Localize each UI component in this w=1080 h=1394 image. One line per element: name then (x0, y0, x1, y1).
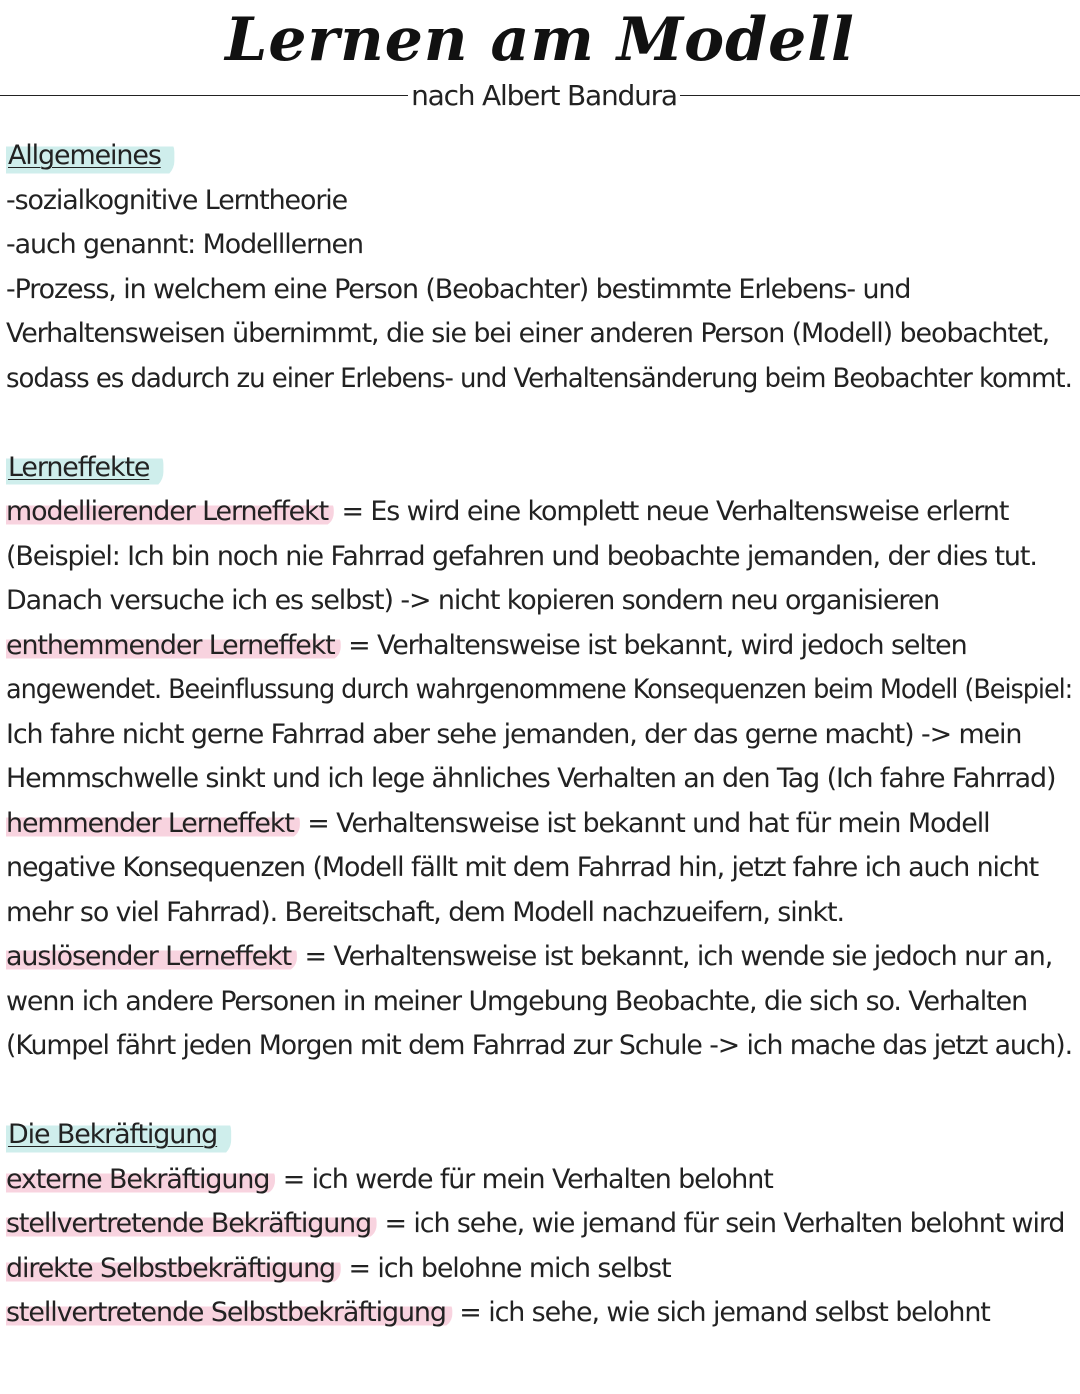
definition-term: hemmender Lerneffekt (6, 808, 300, 839)
definition-item (6, 802, 1076, 936)
definition-item (6, 490, 1076, 624)
text-line: (Kumpel fährt jeden Morgen mit dem Fahrrad zur Schule -> ich mache das jetzt auch). (6, 1030, 1072, 1061)
subtitle-row (0, 76, 1080, 116)
text-line: wenn ich andere Personen in meiner Umgebung Beobachte, die sich so. Verhalten (6, 985, 1028, 1017)
text-line: Danach versuche ich es selbst) -> nicht kopieren sondern neu organisieren (6, 585, 940, 616)
section-allgemeines (6, 134, 1076, 401)
definition-text: = Es wird eine komplett neue Verhaltensweise erlernt (334, 496, 1009, 527)
text-line: mehr so viel Fahrrad). Bereitschaft, dem Modell nachzueifern, sinkt. (6, 896, 844, 928)
section-heading: Allgemeines (6, 134, 175, 179)
definition-text: = ich belohne mich selbst (341, 1252, 671, 1284)
definition-text: = ich werde für mein Verhalten belohnt (275, 1163, 773, 1195)
text-line: Hemmschwelle sinkt und ich lege ähnliches Verhalten an den Tag (Ich fahre Fahrrad) (6, 763, 1056, 794)
text-line: Verhaltensweisen übernimmt, die sie bei einer anderen Person (Modell) beobachtet, (6, 318, 1050, 349)
definition-term: stellvertretende Selbstbekräftigung (6, 1297, 452, 1328)
divider-left (0, 95, 408, 96)
text-line: negative Konsequenzen (Modell fällt mit dem Fahrrad hin, jetzt fahre ich auch nicht (6, 852, 1039, 883)
section-lerneffekte (6, 446, 1076, 1069)
text-line: -sozialkognitive Lerntheorie (6, 184, 348, 216)
definition-text: = ich sehe, wie jemand für sein Verhalten belohnt wird (377, 1208, 1065, 1239)
notes-body (6, 134, 1076, 1336)
subtitle: nach Albert Bandura (411, 79, 677, 112)
definition-text: = ich sehe, wie sich jemand selbst belohnt (451, 1297, 990, 1328)
text-line: (Beispiel: Ich bin noch nie Fahrrad gefahren und beobachte jemanden, der dies tut. (6, 540, 1037, 572)
divider-right (680, 95, 1080, 96)
text-line: -Prozess, in welchem eine Person (Beobachter) bestimmte Erlebens- und (6, 273, 911, 305)
definition-text: = Verhaltensweise ist bekannt, wird jedoch selten (340, 629, 967, 661)
definition-term: externe Bekräftigung (6, 1164, 275, 1195)
text-line: Ich fahre nicht gerne Fahrrad aber sehe jemanden, der das gerne macht) -> mein (6, 718, 1022, 750)
definition-text: = Verhaltensweise ist bekannt und hat für mein Modell (299, 807, 990, 839)
definition-item (6, 935, 1076, 1069)
text-line: sodass es dadurch zu einer Erlebens- und Verhaltensänderung beim Beobachter kommt. (6, 362, 1072, 394)
definition-item (6, 1291, 1072, 1336)
definition-term: auslösender Lerneffekt (6, 941, 297, 972)
definition-item (6, 1158, 1072, 1203)
definition-item (6, 1202, 1072, 1247)
definition-term: modellierender Lerneffekt (6, 496, 334, 527)
definition-item (6, 1247, 1072, 1292)
section-heading: Die Bekräftigung (6, 1113, 231, 1158)
definition-term: direkte Selbstbekräftigung (6, 1253, 341, 1284)
definition-text: = Verhaltensweise ist bekannt, ich wende sie jedoch nur an, (297, 941, 1053, 972)
definition-item (6, 624, 1076, 802)
text-line: angewendet. Beeinflussung durch wahrgenommene Konsequenzen beim Modell (Beispiel: (6, 674, 1073, 705)
definition-term: stellvertretende Bekräftigung (6, 1208, 377, 1239)
section-heading: Lerneffekte (6, 446, 163, 491)
section-bekraeftigung (6, 1113, 1076, 1336)
page-title: Lernen am Modell (225, 5, 855, 75)
definition-term: enthemmender Lerneffekt (6, 630, 341, 661)
text-line: -auch genannt: Modelllernen (6, 229, 363, 260)
